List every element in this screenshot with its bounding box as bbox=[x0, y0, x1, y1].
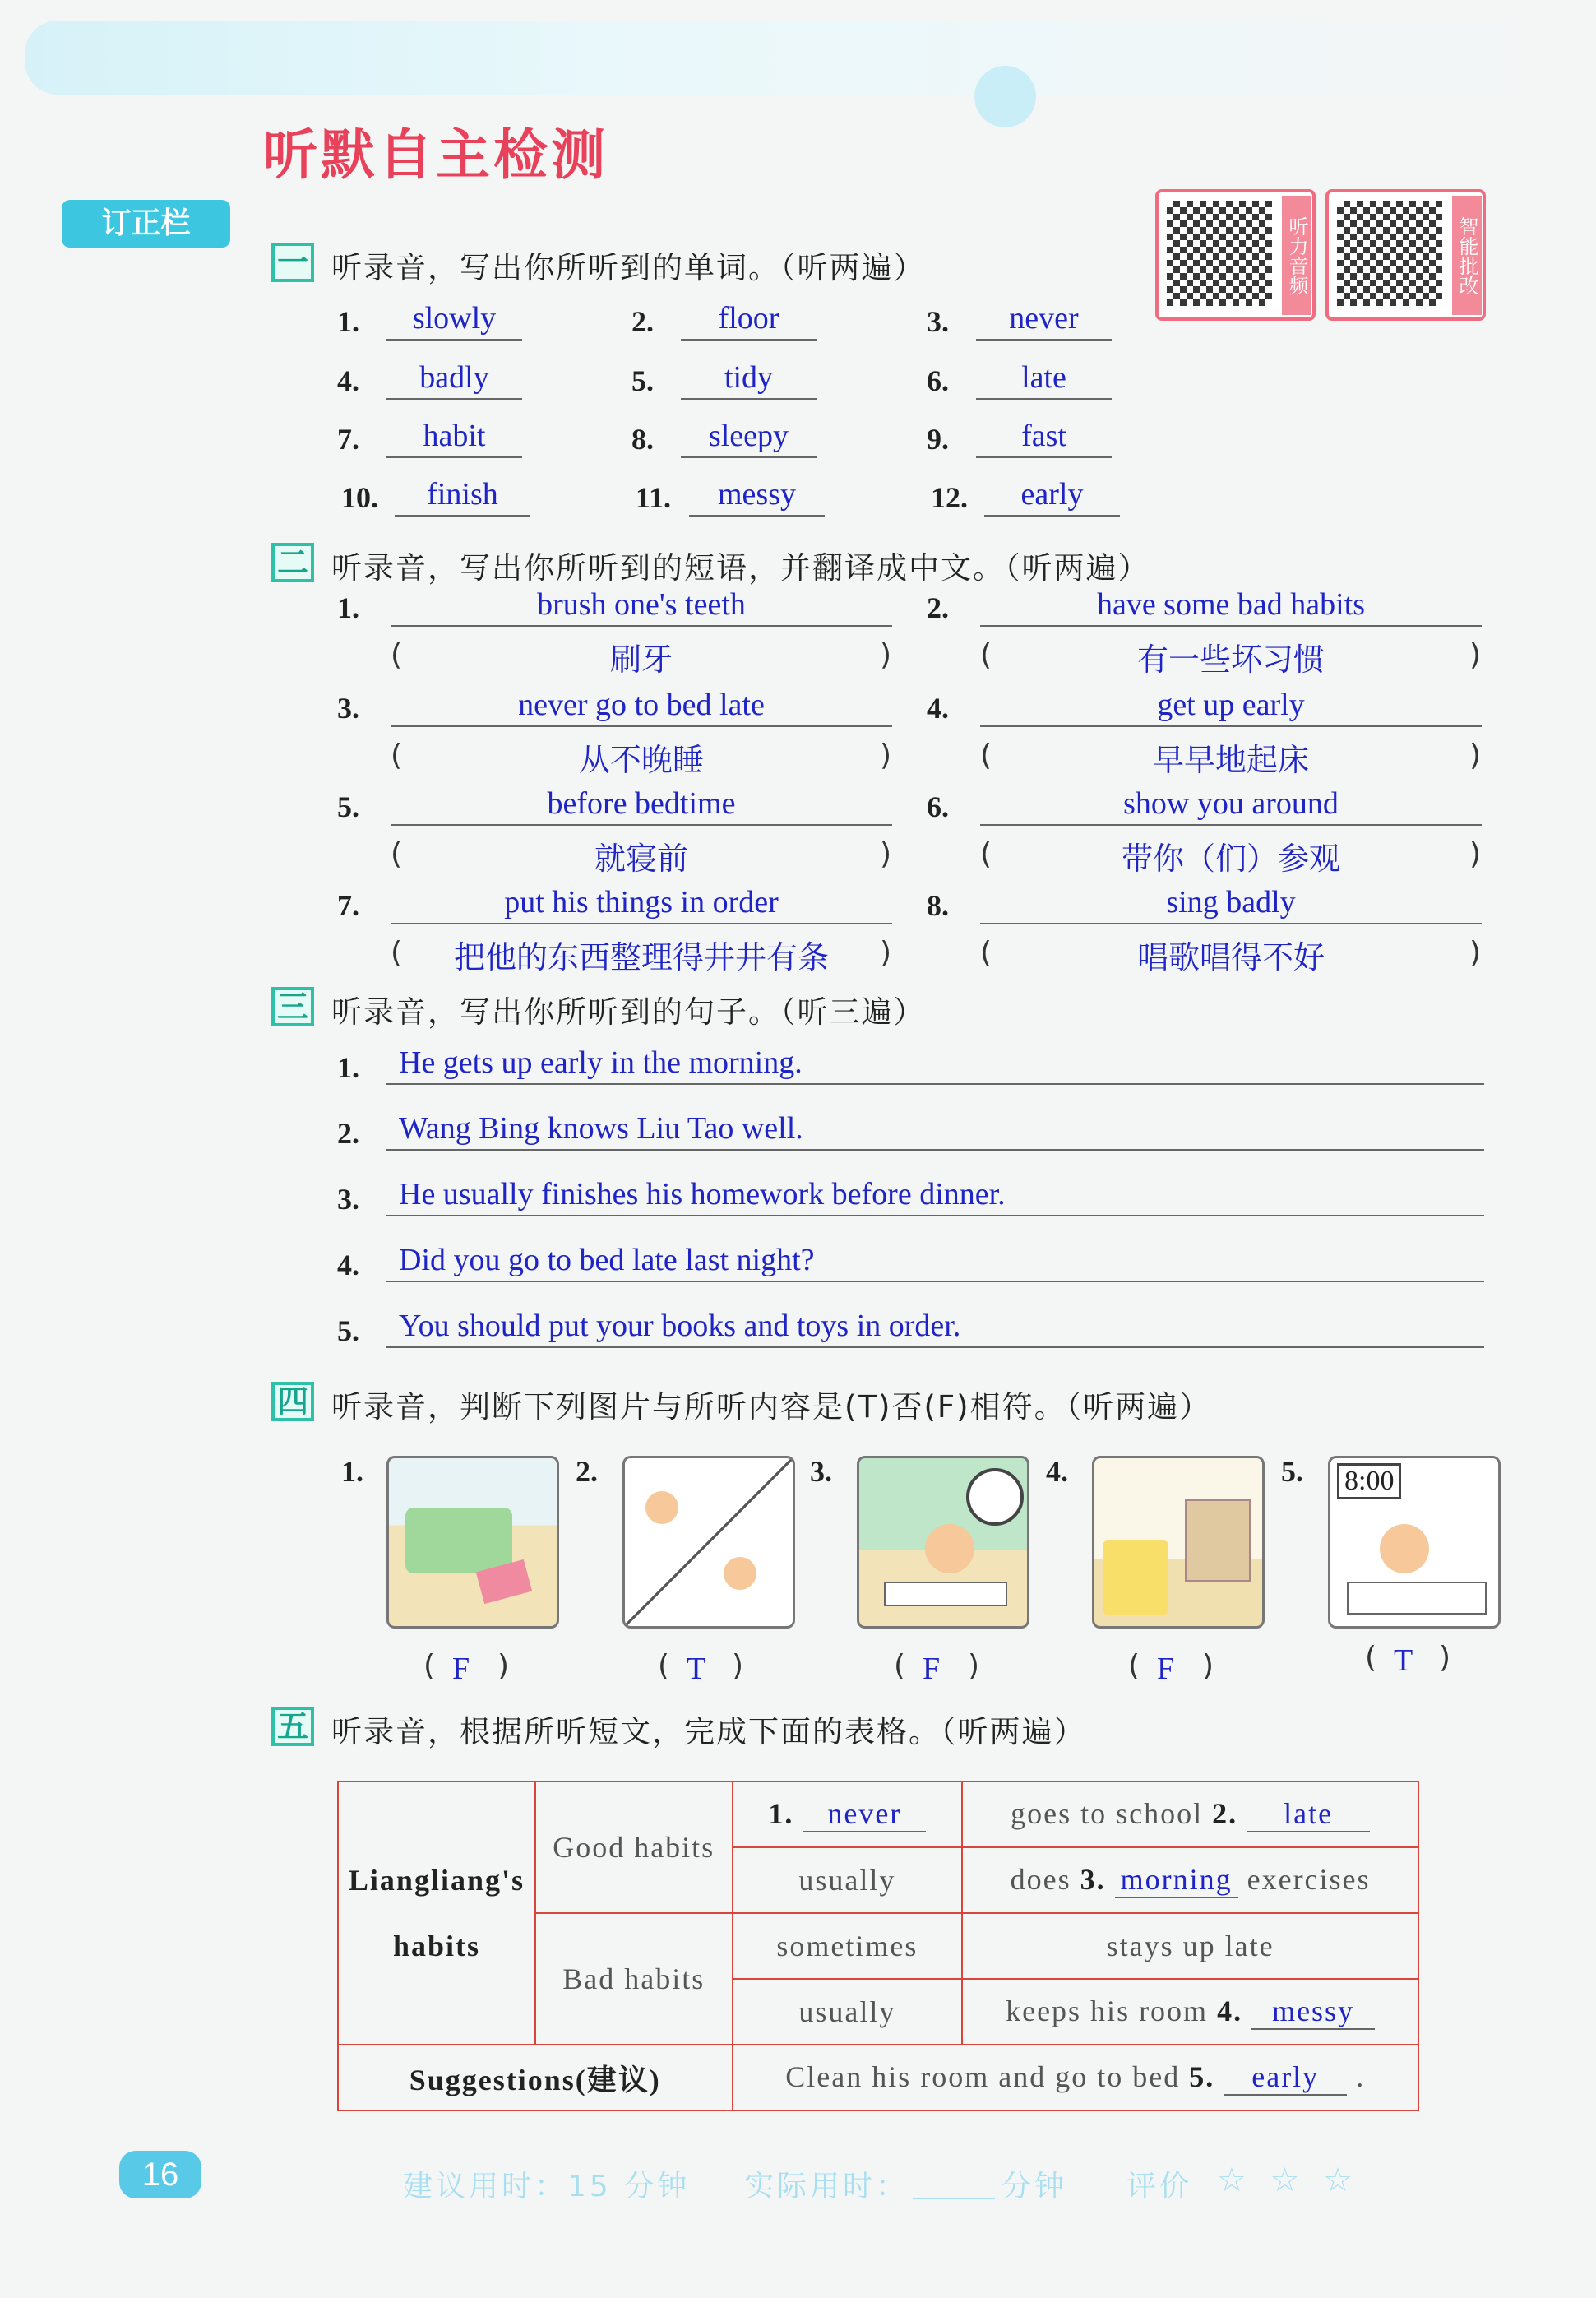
paren-right: ) bbox=[1469, 739, 1482, 772]
translation-answer[interactable]: 有一些坏习惯 bbox=[1136, 642, 1325, 678]
picture-boy-homework bbox=[857, 1456, 1029, 1629]
qr-label: 智能批改 bbox=[1452, 196, 1482, 315]
item-number: 4. bbox=[1046, 1455, 1068, 1488]
paren-left: ( bbox=[391, 638, 403, 672]
translation-answer[interactable]: 带你（们）参观 bbox=[1121, 841, 1340, 877]
bad-habits-label: Bad habits bbox=[535, 1913, 733, 2045]
translation-answer[interactable]: 就寝前 bbox=[594, 841, 688, 877]
paren-left: ( bbox=[1365, 1641, 1377, 1675]
translation-answer[interactable]: 刷牙 bbox=[609, 642, 673, 678]
paren-left: ( bbox=[980, 837, 992, 871]
sentence-blank[interactable]: Wang Bing knows Liu Tao well. bbox=[386, 1106, 1484, 1151]
item-number: 2. bbox=[337, 1117, 359, 1150]
item-number: 7. bbox=[337, 423, 359, 456]
item-number: 3. bbox=[810, 1455, 832, 1488]
section-badge: 五 bbox=[271, 1707, 314, 1746]
item-number: 5. bbox=[631, 364, 654, 397]
section-badge: 二 bbox=[271, 543, 314, 582]
page-number: 16 bbox=[119, 2151, 201, 2198]
item-number: 2. bbox=[576, 1455, 598, 1488]
item-number: 8. bbox=[631, 423, 654, 456]
section-badge: 一 bbox=[271, 243, 314, 282]
freq-cell: usually bbox=[733, 1979, 963, 2045]
item-number: 3. bbox=[337, 692, 359, 725]
paren-right: ) bbox=[497, 1649, 510, 1683]
answer-blank[interactable]: messy bbox=[689, 472, 825, 517]
answer-blank[interactable]: early bbox=[984, 472, 1120, 517]
paren-left: ( bbox=[391, 837, 403, 871]
paren-right: ) bbox=[880, 936, 892, 970]
paren-right: ) bbox=[1469, 638, 1482, 672]
item-number: 1. bbox=[337, 305, 359, 338]
tf-answer[interactable]: F bbox=[452, 1652, 470, 1686]
picture-messy-bedroom bbox=[386, 1456, 559, 1629]
habit-cell: does 3. morning exercises bbox=[962, 1847, 1418, 1913]
paren-right: ) bbox=[1469, 837, 1482, 871]
section-title: 听录音，写出你所听到的句子。（听三遍） bbox=[331, 994, 926, 1030]
sentence-blank[interactable]: Did you go to bed late last night? bbox=[386, 1238, 1484, 1282]
item-number: 4. bbox=[337, 364, 359, 397]
row-header: Liangliang's habits bbox=[338, 1781, 535, 2045]
freq-cell: sometimes bbox=[733, 1913, 963, 1979]
paren-right: ) bbox=[880, 739, 892, 772]
item-number: 5. bbox=[337, 790, 359, 823]
item-number: 9. bbox=[927, 423, 949, 456]
item-number: 6. bbox=[927, 790, 949, 823]
answer-blank[interactable]: late bbox=[976, 355, 1112, 400]
translation-answer[interactable]: 早早地起床 bbox=[1152, 742, 1309, 778]
item-number: 5. bbox=[337, 1314, 359, 1347]
tf-answer[interactable]: T bbox=[687, 1652, 706, 1686]
paren-left: ( bbox=[894, 1649, 906, 1683]
clock-icon bbox=[966, 1468, 1024, 1526]
phrase-blank[interactable]: never go to bed late bbox=[391, 683, 892, 727]
section-title: 听录音，写出你所听到的短语，并翻译成中文。（听两遍） bbox=[331, 550, 1150, 586]
paren-left: ( bbox=[980, 739, 992, 772]
picture-tidy-room bbox=[1092, 1456, 1265, 1629]
paren-right: ) bbox=[1469, 936, 1482, 970]
item-number: 1. bbox=[341, 1455, 363, 1488]
phrase-blank[interactable]: sing badly bbox=[980, 880, 1482, 924]
item-number: 3. bbox=[927, 305, 949, 338]
tf-answer[interactable]: T bbox=[1394, 1643, 1413, 1678]
paren-left: ( bbox=[423, 1649, 436, 1683]
section-badge: 三 bbox=[271, 987, 314, 1026]
translation-answer[interactable]: 把他的东西整理得井井有条 bbox=[453, 939, 829, 975]
qr-audio-card[interactable] bbox=[1155, 189, 1316, 321]
habits-table bbox=[337, 1781, 1419, 2111]
item-number: 2. bbox=[631, 305, 654, 338]
item-number: 1. bbox=[337, 591, 359, 624]
habit-cell: keeps his room 4. messy bbox=[962, 1979, 1418, 2045]
footer-unit: 分钟 bbox=[1002, 2170, 1068, 2203]
item-number: 4. bbox=[927, 692, 949, 725]
correction-column-tag: 订正栏 bbox=[62, 200, 230, 248]
answer-blank[interactable]: finish bbox=[395, 472, 530, 517]
footer-rating: 评价 bbox=[1126, 2170, 1193, 2203]
habit-cell: goes to school 2. late bbox=[962, 1781, 1418, 1847]
section-badge: 四 bbox=[271, 1382, 314, 1421]
item-number: 10. bbox=[341, 481, 378, 514]
translation-answer[interactable]: 唱歌唱得不好 bbox=[1136, 939, 1325, 975]
item-number: 11. bbox=[636, 481, 672, 514]
item-number: 1. bbox=[337, 1051, 359, 1084]
footer-actual-time: 实际用时： bbox=[744, 2170, 909, 2203]
footer-suggested-time: 建议用时：15 分钟 bbox=[403, 2170, 691, 2203]
qr-grading-card[interactable] bbox=[1325, 189, 1486, 321]
paren-right: ) bbox=[968, 1649, 980, 1683]
item-number: 5. bbox=[1281, 1455, 1303, 1488]
translation-answer[interactable]: 从不晚睡 bbox=[578, 742, 704, 778]
paren-left: ( bbox=[391, 936, 403, 970]
phrase-blank[interactable]: get up early bbox=[980, 683, 1482, 727]
header-band bbox=[25, 21, 1571, 95]
suggestions-cell: Clean his room and go to bed 5. early . bbox=[733, 2045, 1419, 2110]
freq-cell: 1. never bbox=[733, 1781, 963, 1847]
section-title: 听录音，写出你所听到的单词。（听两遍） bbox=[331, 250, 926, 285]
item-number: 7. bbox=[337, 889, 359, 922]
answer-blank[interactable]: floor bbox=[681, 296, 817, 341]
phrase-blank[interactable]: before bedtime bbox=[391, 781, 892, 826]
sentence-blank[interactable]: He usually finishes his homework before dinner. bbox=[386, 1172, 1484, 1216]
answer-blank[interactable]: badly bbox=[386, 355, 522, 400]
paren-left: ( bbox=[658, 1649, 670, 1683]
paren-left: ( bbox=[980, 936, 992, 970]
answer-blank[interactable]: fast bbox=[976, 414, 1112, 458]
suggestions-label: Suggestions(建议) bbox=[338, 2045, 733, 2110]
qr-label: 听力音频 bbox=[1282, 196, 1311, 315]
qr-code-icon bbox=[1162, 196, 1277, 311]
good-habits-label: Good habits bbox=[535, 1781, 733, 1913]
habit-cell: stays up late bbox=[962, 1913, 1418, 1979]
sentence-blank[interactable]: You should put your books and toys in order. bbox=[386, 1304, 1484, 1348]
section-title: 听录音，判断下列图片与所听内容是(T)否(F)相符。（听两遍） bbox=[331, 1389, 1212, 1425]
paren-right: ) bbox=[1202, 1649, 1214, 1683]
item-number: 2. bbox=[927, 591, 949, 624]
clock-display: 8:00 bbox=[1337, 1463, 1401, 1499]
deco-circle bbox=[974, 66, 1036, 127]
paren-left: ( bbox=[980, 638, 992, 672]
phrase-blank[interactable]: show you around bbox=[980, 781, 1482, 826]
qr-code-icon bbox=[1332, 196, 1447, 311]
paren-left: ( bbox=[1128, 1649, 1140, 1683]
picture-sleepy-boy-clock bbox=[1328, 1456, 1501, 1629]
item-number: 6. bbox=[927, 364, 949, 397]
paren-right: ) bbox=[880, 638, 892, 672]
picture-day-night-teeth bbox=[622, 1456, 795, 1629]
section-title: 听录音，根据所听短文，完成下面的表格。（听两遍） bbox=[331, 1714, 1086, 1749]
sentence-blank[interactable]: He gets up early in the morning. bbox=[386, 1040, 1484, 1085]
item-number: 4. bbox=[337, 1249, 359, 1281]
tf-answer[interactable]: F bbox=[1157, 1652, 1175, 1686]
tf-answer[interactable]: F bbox=[923, 1652, 941, 1686]
paren-left: ( bbox=[391, 739, 403, 772]
item-number: 12. bbox=[931, 481, 968, 514]
answer-blank[interactable]: tidy bbox=[681, 355, 817, 400]
item-number: 3. bbox=[337, 1183, 359, 1216]
answer-blank[interactable]: slowly bbox=[386, 296, 522, 341]
actual-time-blank[interactable] bbox=[913, 2198, 995, 2199]
phrase-blank[interactable]: have some bad habits bbox=[980, 582, 1482, 627]
page-title: 听默自主检测 bbox=[263, 123, 608, 187]
freq-cell: usually bbox=[733, 1847, 963, 1913]
paren-right: ) bbox=[732, 1649, 744, 1683]
paren-right: ) bbox=[880, 837, 892, 871]
paren-right: ) bbox=[1439, 1641, 1451, 1675]
answer-blank[interactable]: sleepy bbox=[681, 414, 817, 458]
rating-stars-icon[interactable]: ☆ ☆ ☆ bbox=[1217, 2161, 1360, 2199]
phrase-blank[interactable]: put his things in order bbox=[391, 880, 892, 924]
answer-blank[interactable]: habit bbox=[386, 414, 522, 458]
answer-blank[interactable]: never bbox=[976, 296, 1112, 341]
phrase-blank[interactable]: brush one's teeth bbox=[391, 582, 892, 627]
item-number: 8. bbox=[927, 889, 949, 922]
